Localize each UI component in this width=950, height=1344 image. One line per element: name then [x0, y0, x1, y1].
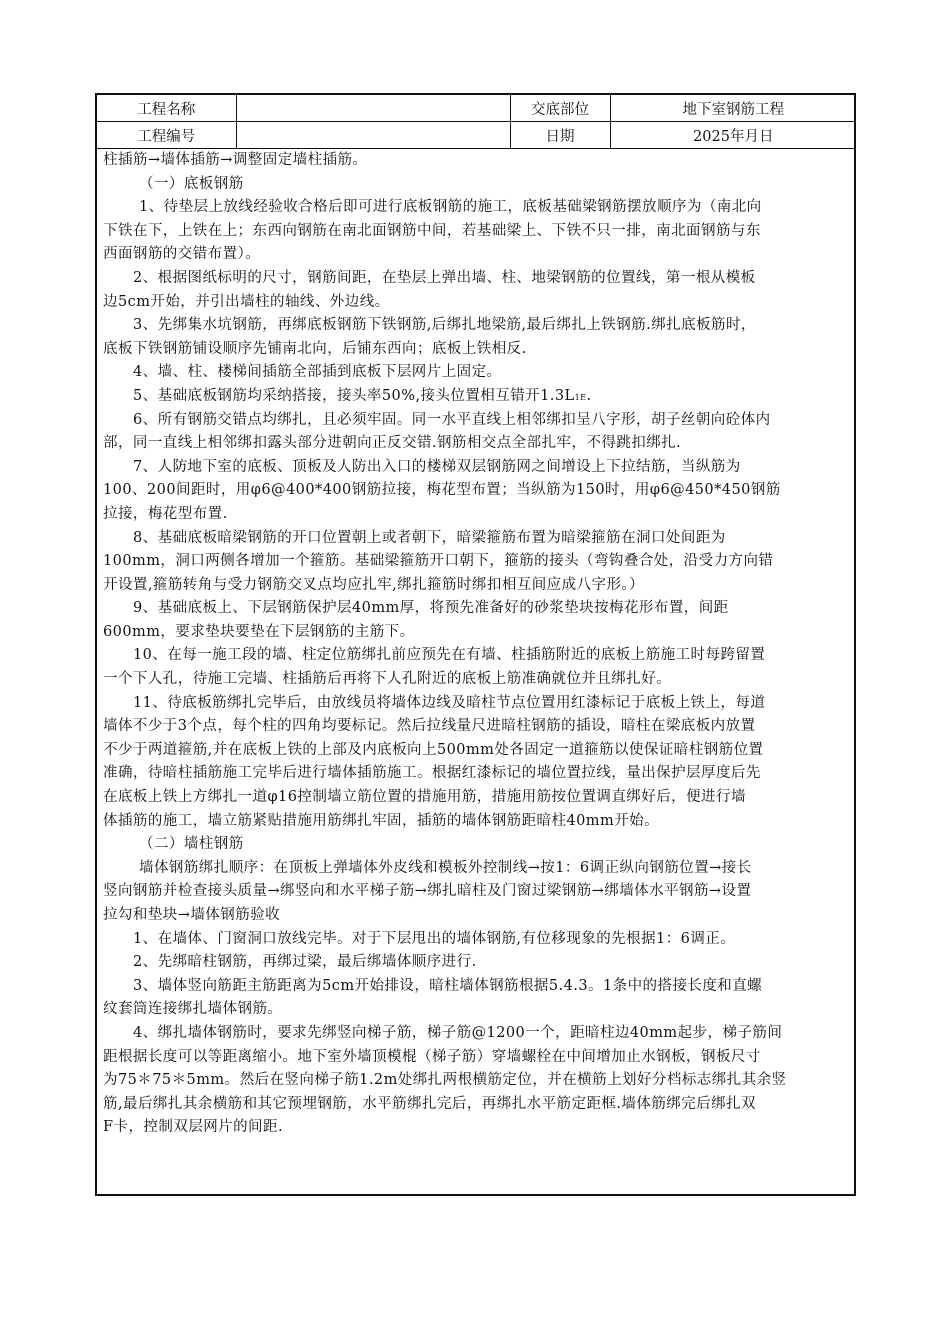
body-line: 1、在墙体、门窗洞口放线完毕。对于下层甩出的墙体钢筋,有位移现象的先根据1：6调正。 — [133, 930, 736, 947]
body-line: 不少于两道箍筋,并在底板上铁的上部及内底板向上500mm处各固定一道箍筋以使保证暗柱钢筋位置 — [103, 741, 764, 758]
body-line: 竖向钢筋并检查接头质量→绑竖向和水平梯子筋→绑扎暗柱及门窗过梁钢筋→绑墙体水平钢筋→设置 — [103, 883, 752, 900]
body-line: 8、基础底板暗梁钢筋的开口位置朝上或者朝下，暗梁箍筋布置为暗梁箍筋在洞口处间距为 — [133, 529, 726, 546]
body-line: 为75＊75＊5mm。然后在竖向梯子筋1.2m处绑扎两根横筋定位，并在横筋上划好分档标志绑扎其余竖 — [103, 1072, 787, 1089]
body-line: 2、根据图纸标明的尺寸，钢筋间距，在垫层上弹出墙、柱、地梁钢筋的位置线，第一根从模板 — [133, 269, 756, 286]
date-label: 日期 — [510, 122, 610, 149]
body-line: 体插筋的施工，墙立筋紧贴措施用筋绑扎牢固，插筋的墙体钢筋距暗柱40mm开始。 — [103, 812, 660, 829]
project-name-value — [236, 95, 510, 122]
body-line: 7、人防地下室的底板、顶板及人防出入口的楼梯双层钢筋网之间增设上下拉结筋，当纵筋为 — [133, 458, 741, 475]
body-line: 纹套筒连接绑扎墙体钢筋。 — [103, 1001, 283, 1018]
body-line: 底板下铁钢筋铺设顺序先铺南北向，后铺东西向；底板上铁相反. — [103, 340, 527, 357]
body-line: 3、墙体竖向筋距主筋距离为5cm开始排设，暗柱墙体钢筋根据5.4.3。1条中的搭接长度和直螺 — [133, 977, 763, 994]
body-line: 筋,最后绑扎其余横筋和其它预埋钢筋，水平筋绑扎完后，再绑扎水平筋定距框.墙体筋绑完后绑扎双 — [103, 1095, 756, 1112]
body-line: 10、在每一施工段的墙、柱定位筋绑扎前应预先在有墙、柱插筋附近的底板上筋施工时每跨留置 — [133, 647, 766, 664]
body-line: 拉勾和垫块→墙体钢筋验收 — [103, 907, 281, 923]
project-no-label: 工程编号 — [97, 122, 236, 149]
body-line: 2、先绑暗柱钢筋，再绑过梁，最后绑墙体顺序进行. — [133, 954, 477, 971]
body-line: 6、所有钢筋交错点均绑扎，且必须牢固。同一水平直线上相邻绑扣呈八字形，胡子丝朝向砼体内 — [133, 411, 771, 428]
body-line: 墙体钢筋绑扎顺序：在顶板上弹墙体外皮线和模板外控制线→按1：6调正纵向钢筋位置→接长 — [139, 859, 752, 876]
body-line: 9、基础底板上、下层钢筋保护层40mm厚，将预先准备好的砂浆垫块按梅花形布置，间距 — [133, 600, 729, 617]
body-line: 4、墙、柱、楼梯间插筋全部插到底板下层网片上固定。 — [133, 364, 502, 381]
body-line-text: 5、基础底板钢筋均采纳搭接，接头率50%,接头位置相互错开1.3L — [133, 387, 575, 404]
body-line: 1、待垫层上放线经验收合格后即可进行底板钢筋的施工，底板基础梁钢筋摆放顺序为（南北向 — [139, 199, 762, 216]
body-line: 柱插筋→墙体插筋→调整固定墙柱插筋。 — [103, 152, 368, 168]
body-line: 600mm，要求垫块要垫在下层钢筋的主筋下。 — [103, 623, 415, 640]
body-line — [103, 385, 854, 409]
body-line: 一个下人孔，待施工完墙、柱插筋后再将下人孔附近的底板上筋准确就位并且绑扎好。 — [103, 671, 672, 688]
body-line: 墙体不少于3个点，每个柱的四角均要标记。然后拉线量尺进暗柱钢筋的插设，暗柱在梁底板内放置 — [103, 718, 756, 735]
body-line: 4、绑扎墙体钢筋时，要求先绑竖向梯子筋，梯子筋@1200一个，距暗柱边40mm起步，梯子筋间 — [133, 1024, 783, 1041]
body-line: 11、待底板筋绑扎完毕后，由放线员将墙体边线及暗柱节点位置用红漆标记于底板上铁上，每道 — [133, 694, 766, 711]
body-line: 部，同一直线上相邻绑扣露头部分进朝向正反交错.钢筋相交点全部扎牢，不得跳扣绑扎. — [103, 435, 682, 452]
body-line: 准确，待暗柱插筋施工完毕后进行墙体插筋施工。根据红漆标记的墙位置拉线，量出保护层厚度后先 — [103, 765, 761, 782]
header-table — [97, 95, 856, 149]
body-line: F卡，控制双层网片的间距. — [103, 1119, 284, 1136]
body-line: 100、200间距时，用φ6@400*400钢筋拉接，梅花型布置；当纵筋为150时，用φ6@450*450钢筋 — [103, 482, 781, 499]
body-line: 西面钢筋的交错布置）。 — [103, 246, 261, 263]
body-line: 在底板上铁上方绑扎一道φ16控制墙立筋位置的措施用筋，措施用筋按位置调直绑好后，便进行墙 — [103, 789, 746, 806]
line-tail: . — [586, 387, 592, 404]
header-row-1 — [97, 95, 856, 122]
document-body — [97, 149, 854, 1140]
section-heading-1: （一）底板钢筋 — [139, 175, 244, 192]
project-no-value — [236, 122, 510, 149]
body-line: 100mm，洞口两侧各增加一个箍筋。基础梁箍筋开口朝下，箍筋的接头（弯钩叠合处，沿受力方向错 — [103, 553, 774, 570]
body-line: 拉接，梅花型布置. — [103, 505, 228, 522]
date-value: 2025年月日 — [610, 122, 856, 149]
handover-part-value: 地下室钢筋工程 — [610, 95, 856, 122]
body-line: 距根据长度可以等距离缩小。地下室外墙顶模棍（梯子筋）穿墙螺栓在中间增加止水钢板，钢板尺寸 — [103, 1048, 761, 1065]
project-name-label: 工程名称 — [97, 95, 236, 122]
section-heading-2: （二）墙柱钢筋 — [139, 836, 244, 853]
document-table — [95, 93, 856, 1196]
body-line: 边5cm开始，并引出墙柱的轴线、外边线。 — [103, 293, 390, 310]
body-line: 3、先绑集水坑钢筋，再绑底板钢筋下铁钢筋,后绑扎地梁筋,最后绑扎上铁钢筋.绑扎底板筋时， — [133, 317, 756, 334]
body-line: 下铁在下，上铁在上；东西向钢筋在南北面钢筋中间，若基础梁上、下铁不只一排，南北面钢筋与东 — [103, 222, 761, 239]
handover-part-label: 交底部位 — [510, 95, 610, 122]
header-row-2 — [97, 122, 856, 149]
subscript-1e: 1E — [574, 392, 587, 402]
body-line: 开设置,箍筋转角与受力钢筋交叉点均应扎牢,绑扎箍筋时绑扣相互间应成八字形。） — [103, 576, 645, 593]
